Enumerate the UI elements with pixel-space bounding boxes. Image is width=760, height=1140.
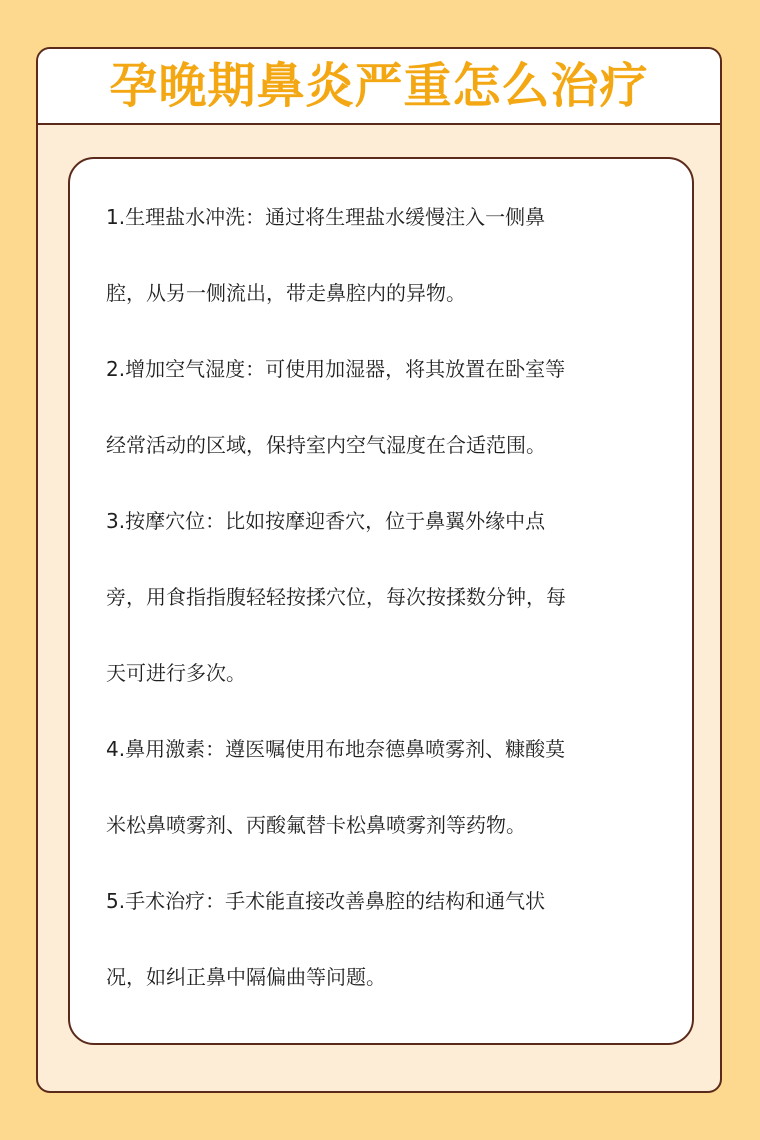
- content-line: 4.鼻用激素：遵医嘱使用布地奈德鼻喷雾剂、糠酸莫: [106, 737, 566, 761]
- content-line: 旁，用食指指腹轻轻按揉穴位，每次按揉数分钟，每: [106, 585, 566, 609]
- content-line: 况，如纠正鼻中隔偏曲等问题。: [106, 965, 386, 989]
- page-title: 孕晚期鼻炎严重怎么治疗: [109, 58, 649, 114]
- title-bar: [38, 49, 720, 125]
- content-line: 米松鼻喷雾剂、丙酸氟替卡松鼻喷雾剂等药物。: [106, 813, 526, 837]
- content-line: 3.按摩穴位：比如按摩迎香穴，位于鼻翼外缘中点: [106, 509, 546, 533]
- content-line: 天可进行多次。: [106, 661, 246, 685]
- content-line: 腔，从另一侧流出，带走鼻腔内的异物。: [106, 281, 466, 305]
- content-line: 经常活动的区域，保持室内空气湿度在合适范围。: [106, 433, 546, 457]
- content-line: 2.增加空气湿度：可使用加湿器，将其放置在卧室等: [106, 357, 566, 381]
- content-panel: [68, 157, 694, 1045]
- content-line: 5.手术治疗：手术能直接改善鼻腔的结构和通气状: [106, 889, 546, 913]
- article-card: [36, 47, 722, 1093]
- content-line: 1.生理盐水冲洗：通过将生理盐水缓慢注入一侧鼻: [106, 205, 546, 229]
